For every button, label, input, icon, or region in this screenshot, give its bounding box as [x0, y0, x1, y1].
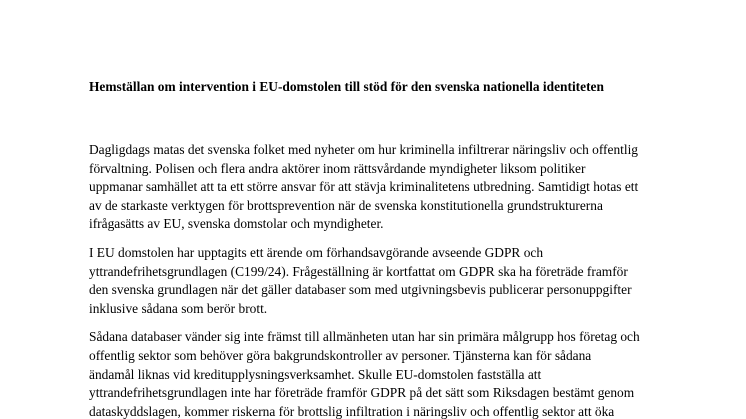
paragraph-2	[89, 244, 669, 318]
paragraph-1	[89, 141, 669, 234]
paragraph-3	[89, 328, 669, 419]
text-line: I EU domstolen har upptagits ett ärende om förhandsavgörande avseende GDPR och	[89, 244, 544, 260]
document-title: Hemställan om intervention i EU-domstolen till stöd för den svenska nationella identiteten	[89, 79, 604, 94]
text-line: ifrågasätts av EU, svenska domstolar och myndigheter.	[89, 216, 384, 232]
text-line: förvaltning. Polisen och flera andra aktörer inom rättsvårdande myndigheter liksom politiker	[89, 160, 586, 176]
text-line: yttrandefrihetsgrundlagen (C199/24). Frågeställning är kortfattat om GDPR ska ha företräde framför	[89, 263, 628, 279]
text-line: Sådana databaser vänder sig inte främst till allmänheten utan har sin primära målgrupp hos företag och	[89, 329, 640, 345]
text-line: den svenska grundlagen när det gäller databaser som med utgivningsbevis publicerar personuppgifter	[89, 282, 632, 298]
text-line: uppmanar samhället att ta ett större ansvar för att stävja kriminalitetens utbredning. Samtidigt hotas ett	[89, 179, 639, 195]
document-body	[89, 141, 669, 419]
text-line: offentlig sektor som behöver göra bakgrundskontroller av personer. Tjänsterna kan för sådana	[89, 347, 592, 363]
text-line: Dagligdags matas det svenska folket med nyheter om hur kriminella infiltrerar näringsliv och offentlig	[89, 142, 638, 157]
text-line: av de starkaste verktygen för brottsprevention när de svenska konstitutionella grundstrukturerna	[89, 197, 603, 213]
text-line: dataskyddslagen, kommer riskerna för brottslig infiltration i näringsliv och offentlig sektor att öka	[89, 403, 615, 419]
text-line: yttrandefrihetsgrundlagen inte har företräde framför GDPR på det sätt som Riksdagen bestämt genom	[89, 385, 635, 401]
text-line: ändamål liknas vid kreditupplysningsverksamhet. Skulle EU-domstolen fastställa att	[89, 366, 542, 382]
text-line: inklusive sådana som berör brott.	[89, 300, 268, 316]
